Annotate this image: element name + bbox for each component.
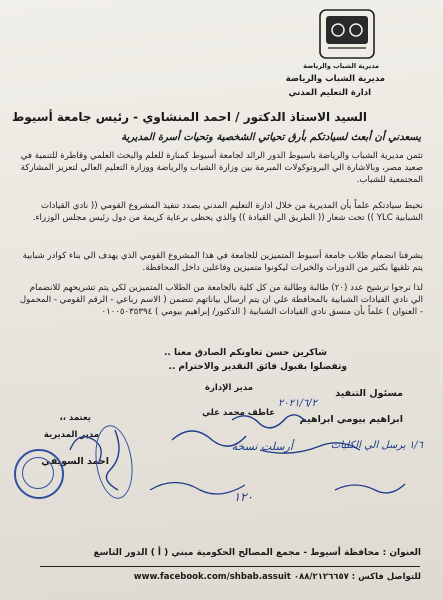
department-name: ادارة التعليم المدني — [288, 88, 371, 98]
closing-regards: وتفضلوا بقبول فائق التقدير والاحترام .. — [168, 362, 347, 372]
admin-name: عاطف محمد علي — [202, 408, 275, 418]
paragraph-request: لذا نرجوا ترشيح عدد (٢٠) طالبة وطالبة من كل كلية بالجامعة من الطلاب المتميزين لكي يتم تشريحهم للانضمام الي نادي القيادات الشبابية بالمحافظة علي ان يتم ارسال بياناتهم تتضمن ( الاسم رباعي - الرقم القومي - المحمول - العنوان ) علماً بأن منسق نادي القيادات الشبابية ( الدكتور/ إبراهيم بيومي ) ٠١٠٠٥٠٣٥٣٩٤ — [19, 283, 423, 317]
oval-stamp-text: ​ — [113, 458, 115, 466]
org-name: مديرية الشباب والرياضة — [285, 74, 385, 84]
official-seal — [14, 449, 64, 499]
paragraph-intro: تثمن مديرية الشباب والرياضة باسيوط الدور الرائد لجامعة أسيوط كمنارة للعلم والبحث العلمي وقاطرة للتنمية في صعيد مصر، وبالاشارة الي البروتوكولات المبرمة بين وزارة الشباب والرياضة ووزارة التعليم العالي لتعزيز المشاركة المجتمعية للشباب. — [20, 151, 423, 185]
executor-title: مسئول التنفيذ — [335, 388, 403, 399]
paragraph-project: نحيط سيادتكم علماً بأن المديرية من خلال ادارة التعليم المدني بصدد تنفيذ المشروع القومي (( نادي القيادات الشبابية YLC )) تحت شعار (( الطريق الي القيادة )) والذي يحظى برعاية كريمة من دول رئيس مجلس الوزراء. — [32, 201, 423, 223]
addressee-line: السيد الاستاذ الدكتور / احمد المنشاوي - رئيس جامعة أسيوط — [11, 110, 367, 124]
footer-divider — [40, 566, 420, 567]
signature-scribbles — [0, 380, 443, 530]
admin-title: مدير الإدارة — [204, 383, 253, 393]
handwritten-number: ١٢٠ — [233, 490, 253, 504]
handwritten-date: ٢٠٢١/٦/٢ — [278, 398, 317, 409]
ministry-logo — [318, 8, 376, 60]
logo-caption: مديرية الشباب والرياضة — [303, 62, 379, 70]
director-title: مدير المديرية — [43, 430, 99, 440]
footer-address: العنوان : محافظة أسيوط - مجمع المصالح الحكومية مبني ( أ ) الدور التاسع — [93, 548, 421, 558]
official-seal-inner — [22, 457, 54, 489]
director-name: احمد السويفي — [41, 456, 109, 467]
closing-thanks: شاكرين حسن تعاونكم الصادق معنا .. — [164, 348, 327, 358]
footer-contact: للتواصل فاكس : ٠٨٨/٢١٢٦٦٥٧ www.facebook.com/shbab.assuit — [133, 572, 421, 582]
handwritten-note: أرسلت نسخة — [231, 440, 293, 453]
greeting-line: يسعدني أن أبعث لسيادتكم بأرق تحياتي الشخصية وتحيات أسرة المديرية — [121, 132, 421, 143]
director-note: يعتمد ،، — [59, 413, 91, 423]
margin-note: ١/٦ يرسل الي الكليات — [330, 440, 423, 451]
executor-name: ابراهيم بيومي ابراهيم — [299, 414, 403, 425]
paragraph-purpose: يشرفنا انضمام طلاب جامعة أسيوط المتميزين للجامعة في هذا المشروع القومي الذي يهدف الي بناء كوادر شبابية يتم تلقيها بكثير من الدورات والخبرات ليكونوا متميزين وفاعلين داخل المحافظة. — [22, 251, 423, 273]
